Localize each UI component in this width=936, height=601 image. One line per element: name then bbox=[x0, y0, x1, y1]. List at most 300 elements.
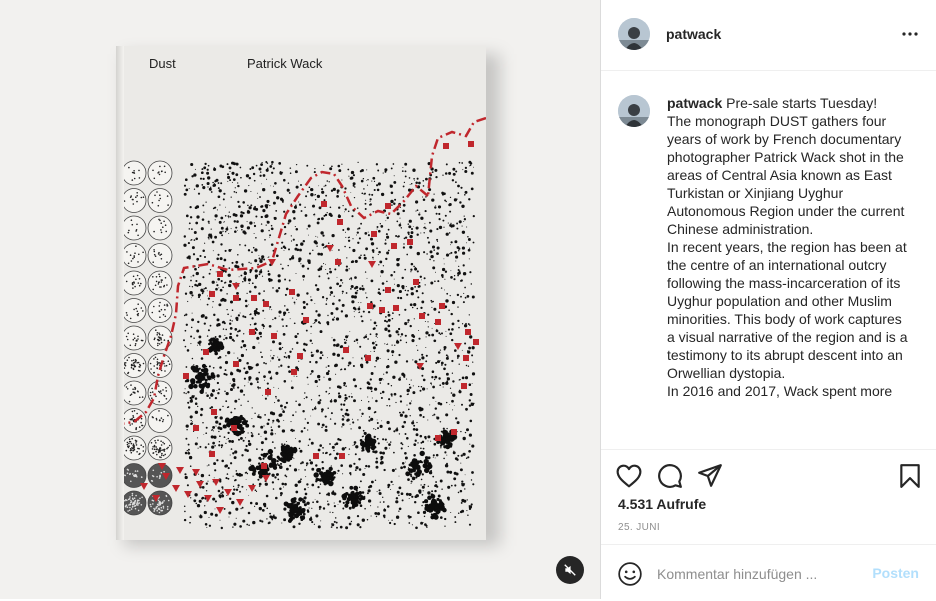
texture-dot bbox=[370, 505, 371, 506]
texture-dot bbox=[228, 267, 230, 269]
texture-dot bbox=[451, 485, 453, 487]
sample-circle-dot bbox=[162, 442, 164, 444]
texture-dot bbox=[319, 492, 321, 494]
texture-dot bbox=[441, 364, 443, 366]
texture-dot bbox=[244, 385, 245, 386]
texture-blob-dot bbox=[262, 458, 264, 460]
texture-dot bbox=[376, 184, 378, 186]
texture-dot bbox=[395, 500, 398, 503]
texture-dot bbox=[422, 441, 424, 443]
sample-circle-dot bbox=[133, 256, 135, 258]
sample-circle-dot bbox=[164, 304, 166, 306]
caption-username[interactable]: patwack bbox=[667, 95, 723, 111]
texture-dot bbox=[185, 438, 187, 440]
texture-dot bbox=[364, 254, 366, 256]
texture-dot bbox=[297, 293, 300, 296]
texture-dot bbox=[280, 405, 283, 408]
texture-dot bbox=[199, 515, 202, 518]
texture-dot bbox=[287, 222, 289, 224]
texture-dot bbox=[293, 239, 295, 241]
sample-circle-dot bbox=[141, 418, 143, 420]
save-button[interactable] bbox=[896, 462, 924, 490]
texture-dot bbox=[457, 192, 459, 194]
texture-dot bbox=[248, 443, 251, 446]
sample-circle-dot bbox=[136, 440, 138, 442]
texture-blob-dot bbox=[227, 432, 229, 434]
texture-blob-dot bbox=[192, 367, 197, 372]
texture-dot bbox=[327, 212, 328, 213]
texture-dot bbox=[454, 484, 456, 486]
sample-circle-dot bbox=[153, 470, 155, 472]
texture-dot bbox=[334, 502, 335, 503]
texture-dot bbox=[457, 275, 459, 277]
texture-dot bbox=[219, 221, 222, 224]
texture-dot bbox=[216, 459, 218, 461]
texture-dot bbox=[408, 223, 410, 225]
texture-dot bbox=[325, 416, 327, 418]
texture-dot bbox=[347, 169, 349, 171]
sample-circle-dot bbox=[150, 363, 152, 365]
sample-circle-dot bbox=[163, 395, 165, 397]
sample-circle-dot bbox=[157, 368, 159, 370]
texture-dot bbox=[328, 243, 329, 244]
texture-blob-dot bbox=[438, 502, 442, 506]
comment-button[interactable] bbox=[656, 462, 684, 490]
texture-dot bbox=[259, 485, 261, 487]
texture-dot bbox=[421, 375, 423, 377]
texture-dot bbox=[197, 342, 199, 344]
texture-dot bbox=[198, 193, 200, 195]
texture-dot bbox=[365, 208, 367, 210]
texture-dot bbox=[317, 313, 320, 316]
texture-blob-dot bbox=[319, 471, 323, 475]
views-count[interactable]: 4.531 Aufrufe bbox=[618, 496, 707, 512]
texture-dot bbox=[298, 480, 301, 483]
location-marker bbox=[183, 373, 189, 379]
texture-dot bbox=[464, 194, 466, 196]
texture-dot bbox=[289, 351, 291, 353]
texture-dot bbox=[295, 438, 296, 439]
texture-dot bbox=[269, 205, 270, 206]
texture-dot bbox=[423, 522, 424, 523]
texture-dot bbox=[366, 334, 367, 335]
sample-circle-dot bbox=[138, 500, 140, 502]
texture-blob-dot bbox=[212, 337, 215, 340]
texture-dot bbox=[453, 451, 456, 454]
texture-dot bbox=[390, 185, 393, 188]
texture-dot bbox=[450, 241, 452, 243]
sample-circle-dot bbox=[167, 508, 169, 510]
texture-dot bbox=[393, 163, 395, 165]
more-options-button[interactable] bbox=[898, 24, 922, 44]
texture-dot bbox=[322, 452, 324, 454]
texture-dot bbox=[445, 331, 446, 332]
texture-dot bbox=[423, 198, 426, 201]
texture-dot bbox=[293, 458, 294, 459]
texture-dot bbox=[466, 226, 467, 227]
sample-circle-dot bbox=[138, 170, 140, 172]
texture-dot bbox=[383, 469, 385, 471]
sample-circle-dot bbox=[158, 332, 160, 334]
texture-dot bbox=[257, 415, 260, 418]
texture-dot bbox=[422, 486, 425, 489]
sample-circle-dot bbox=[129, 507, 131, 509]
emoji-button[interactable] bbox=[617, 561, 643, 587]
sample-circle-dot bbox=[161, 417, 163, 419]
texture-dot bbox=[298, 181, 299, 182]
texture-dot bbox=[405, 457, 408, 460]
texture-blob-dot bbox=[353, 486, 358, 491]
caption-avatar[interactable] bbox=[618, 95, 650, 127]
texture-dot bbox=[267, 383, 269, 385]
texture-dot bbox=[303, 306, 306, 309]
mute-button[interactable] bbox=[556, 556, 584, 584]
texture-dot bbox=[450, 295, 451, 296]
texture-dot bbox=[186, 215, 189, 218]
texture-dot bbox=[336, 317, 339, 320]
sample-circle-dot bbox=[156, 446, 158, 448]
texture-dot bbox=[196, 215, 199, 218]
texture-dot bbox=[208, 329, 210, 331]
texture-dot bbox=[353, 357, 354, 358]
texture-dot bbox=[314, 319, 317, 322]
texture-dot bbox=[271, 474, 274, 477]
sample-circle-dot bbox=[152, 475, 154, 477]
texture-dot bbox=[403, 243, 404, 244]
texture-dot bbox=[461, 454, 463, 456]
texture-dot bbox=[247, 401, 248, 402]
texture-blob-dot bbox=[252, 472, 256, 476]
post-actions bbox=[601, 449, 936, 600]
texture-dot bbox=[429, 404, 430, 405]
texture-dot bbox=[458, 250, 459, 251]
texture-dot bbox=[345, 526, 348, 529]
texture-dot bbox=[413, 266, 415, 268]
texture-dot bbox=[262, 324, 265, 327]
texture-blob-dot bbox=[349, 486, 353, 490]
sample-circle-dot bbox=[158, 274, 160, 276]
texture-dot bbox=[225, 361, 228, 364]
texture-dot bbox=[230, 319, 232, 321]
texture-dot bbox=[258, 343, 259, 344]
location-marker bbox=[217, 271, 223, 277]
sample-circle-dot bbox=[139, 285, 141, 287]
texture-dot bbox=[413, 443, 416, 446]
texture-dot bbox=[400, 414, 403, 417]
texture-dot bbox=[434, 485, 436, 487]
texture-dot bbox=[460, 463, 461, 464]
texture-dot bbox=[411, 380, 412, 381]
texture-dot bbox=[414, 180, 415, 181]
share-button[interactable] bbox=[696, 462, 724, 490]
texture-dot bbox=[355, 469, 357, 471]
texture-dot bbox=[281, 523, 282, 524]
texture-dot bbox=[222, 406, 223, 407]
texture-dot bbox=[424, 484, 426, 486]
texture-dot bbox=[380, 425, 383, 428]
texture-dot bbox=[254, 413, 255, 414]
texture-dot bbox=[386, 236, 389, 239]
texture-dot bbox=[239, 525, 242, 528]
texture-dot bbox=[347, 516, 350, 519]
texture-dot bbox=[197, 437, 198, 438]
texture-dot bbox=[317, 486, 319, 488]
texture-dot bbox=[421, 354, 423, 356]
texture-dot bbox=[357, 228, 358, 229]
texture-dot bbox=[220, 492, 222, 494]
texture-dot bbox=[261, 441, 264, 444]
texture-dot bbox=[337, 192, 339, 194]
texture-dot bbox=[403, 376, 405, 378]
like-button[interactable] bbox=[615, 462, 643, 490]
texture-dot bbox=[471, 346, 474, 349]
texture-dot bbox=[289, 192, 291, 194]
texture-dot bbox=[374, 366, 375, 367]
avatar[interactable] bbox=[618, 18, 650, 50]
texture-dot bbox=[305, 214, 308, 217]
texture-dot bbox=[344, 342, 347, 345]
texture-dot bbox=[191, 327, 193, 329]
sample-circle-dot bbox=[131, 360, 133, 362]
paper-plane-icon bbox=[697, 463, 723, 489]
sample-circle-dot bbox=[138, 510, 140, 512]
texture-dot bbox=[210, 237, 212, 239]
texture-dot bbox=[426, 253, 427, 254]
texture-dot bbox=[317, 221, 320, 224]
texture-dot bbox=[275, 210, 277, 212]
sample-circle-dot bbox=[151, 388, 153, 390]
texture-dot bbox=[254, 225, 256, 227]
texture-dot bbox=[369, 194, 371, 196]
texture-dot bbox=[461, 279, 463, 281]
sample-circle-dot bbox=[165, 316, 167, 318]
texture-dot bbox=[433, 339, 436, 342]
texture-dot bbox=[394, 279, 395, 280]
texture-dot bbox=[469, 524, 471, 526]
texture-dot bbox=[248, 495, 249, 496]
location-marker bbox=[339, 453, 345, 459]
texture-dot bbox=[447, 486, 450, 489]
texture-dot bbox=[394, 345, 395, 346]
sample-circles-column bbox=[122, 161, 172, 515]
sample-circle-dot bbox=[159, 512, 161, 514]
texture-dot bbox=[191, 318, 194, 321]
texture-dot bbox=[239, 276, 240, 277]
texture-dot bbox=[423, 180, 425, 182]
sample-circle-dot bbox=[169, 445, 171, 447]
texture-dot bbox=[454, 521, 456, 523]
texture-dot bbox=[256, 329, 258, 331]
texture-dot bbox=[418, 182, 421, 185]
texture-dot bbox=[265, 483, 268, 486]
texture-dot bbox=[314, 322, 315, 323]
texture-dot bbox=[230, 454, 231, 455]
texture-dot bbox=[403, 185, 405, 187]
texture-dot bbox=[322, 354, 324, 356]
sample-circle-dot bbox=[164, 166, 166, 168]
texture-dot bbox=[358, 426, 361, 429]
texture-dot bbox=[405, 175, 407, 177]
texture-dot bbox=[370, 203, 372, 205]
texture-blob-dot bbox=[288, 519, 292, 523]
sample-circle-dot bbox=[163, 455, 165, 457]
texture-dot bbox=[306, 502, 309, 505]
texture-dot bbox=[351, 396, 353, 398]
texture-dot bbox=[257, 386, 259, 388]
texture-dot bbox=[325, 391, 327, 393]
location-triangle bbox=[184, 491, 192, 498]
texture-dot bbox=[394, 199, 396, 201]
texture-blob-dot bbox=[297, 513, 301, 517]
texture-dot bbox=[441, 274, 444, 277]
texture-dot bbox=[317, 195, 320, 198]
texture-dot bbox=[207, 290, 208, 291]
texture-dot bbox=[446, 428, 447, 429]
texture-dot bbox=[409, 498, 410, 499]
texture-dot bbox=[227, 473, 229, 475]
sample-circle-dot bbox=[152, 276, 154, 278]
texture-dot bbox=[225, 228, 228, 231]
sample-circle-dot bbox=[136, 201, 138, 203]
texture-dot bbox=[251, 317, 253, 319]
texture-dot bbox=[425, 347, 426, 348]
texture-dot bbox=[229, 179, 231, 181]
texture-dot bbox=[251, 251, 253, 253]
comment-input[interactable] bbox=[657, 563, 857, 585]
texture-dot bbox=[388, 334, 391, 337]
texture-dot bbox=[247, 473, 248, 474]
texture-dot bbox=[231, 384, 234, 387]
texture-dot bbox=[261, 258, 263, 260]
texture-dot bbox=[432, 245, 435, 248]
texture-dot bbox=[314, 524, 315, 525]
sample-circle-dot bbox=[136, 224, 138, 226]
texture-blob-dot bbox=[323, 472, 327, 476]
texture-blob-dot bbox=[202, 364, 206, 368]
texture-dot bbox=[219, 231, 222, 234]
texture-dot bbox=[205, 523, 208, 526]
location-marker bbox=[209, 451, 215, 457]
texture-dot bbox=[391, 167, 393, 169]
texture-dot bbox=[445, 382, 448, 385]
sample-circle-dot bbox=[138, 448, 140, 450]
texture-dot bbox=[294, 468, 297, 471]
texture-dot bbox=[367, 386, 370, 389]
texture-dot bbox=[356, 339, 359, 342]
sample-circle-dot bbox=[129, 424, 131, 426]
texture-dot bbox=[420, 307, 422, 309]
texture-dot bbox=[283, 211, 285, 213]
texture-dot bbox=[329, 387, 330, 388]
post-date[interactable]: 25. JUNI bbox=[618, 522, 661, 533]
texture-dot bbox=[314, 168, 315, 169]
texture-dot bbox=[231, 262, 233, 264]
texture-blob-dot bbox=[218, 344, 221, 347]
texture-dot bbox=[418, 386, 419, 387]
texture-dot bbox=[344, 400, 346, 402]
texture-dot bbox=[435, 481, 437, 483]
texture-dot bbox=[193, 338, 194, 339]
texture-dot bbox=[373, 346, 376, 349]
texture-dot bbox=[265, 363, 267, 365]
avatar-image bbox=[618, 95, 650, 127]
texture-dot bbox=[207, 304, 209, 306]
texture-dot bbox=[388, 229, 390, 231]
sample-circle-dot bbox=[159, 194, 161, 196]
texture-dot bbox=[258, 264, 259, 265]
texture-dot bbox=[359, 487, 360, 488]
texture-dot bbox=[469, 258, 470, 259]
texture-dot bbox=[411, 263, 414, 266]
texture-dot bbox=[407, 290, 409, 292]
texture-dot bbox=[241, 454, 243, 456]
texture-dot bbox=[455, 170, 457, 172]
texture-dot bbox=[460, 468, 463, 471]
texture-dot bbox=[379, 489, 381, 491]
texture-dot bbox=[469, 335, 472, 338]
texture-dot bbox=[436, 228, 438, 230]
texture-dot bbox=[215, 288, 218, 291]
post-comment-button[interactable]: Posten bbox=[872, 565, 919, 581]
texture-dot bbox=[259, 196, 261, 198]
texture-dot bbox=[332, 337, 333, 338]
texture-dot bbox=[370, 238, 373, 241]
texture-dot bbox=[313, 354, 314, 355]
texture-dot bbox=[234, 450, 237, 453]
sample-circle-dot bbox=[164, 454, 166, 456]
texture-dot bbox=[423, 251, 425, 253]
texture-blob-dot bbox=[360, 441, 365, 446]
texture-dot bbox=[401, 447, 403, 449]
texture-dot bbox=[435, 176, 437, 178]
texture-dot bbox=[415, 440, 417, 442]
texture-dot bbox=[223, 339, 225, 341]
location-marker bbox=[249, 329, 255, 335]
texture-dot bbox=[433, 457, 434, 458]
sample-circle-dot bbox=[137, 500, 139, 502]
sample-circle-dot bbox=[141, 504, 143, 506]
texture-dot bbox=[370, 319, 371, 320]
texture-dot bbox=[295, 170, 298, 173]
texture-dot bbox=[360, 302, 361, 303]
texture-dot bbox=[384, 242, 386, 244]
sample-circle-dot bbox=[159, 305, 161, 307]
texture-dot bbox=[374, 351, 375, 352]
texture-dot bbox=[243, 367, 245, 369]
smiley-icon bbox=[617, 561, 643, 587]
texture-dot bbox=[273, 167, 275, 169]
location-marker bbox=[289, 289, 295, 295]
texture-dot bbox=[346, 266, 348, 268]
sample-circle-dot bbox=[127, 388, 129, 390]
texture-dot bbox=[272, 319, 273, 320]
sample-circle-dot bbox=[160, 502, 162, 504]
texture-dot bbox=[192, 421, 193, 422]
texture-dot bbox=[248, 379, 250, 381]
texture-dot bbox=[246, 174, 249, 177]
sample-circle-dot bbox=[164, 370, 166, 372]
texture-dot bbox=[402, 425, 405, 428]
texture-blob-dot bbox=[210, 340, 212, 342]
texture-dot bbox=[470, 393, 473, 396]
texture-dot bbox=[349, 507, 352, 510]
sample-circle-dot bbox=[127, 339, 129, 341]
sample-circle-dot bbox=[137, 338, 139, 340]
header-username[interactable]: patwack bbox=[666, 26, 722, 42]
texture-dot bbox=[195, 238, 198, 241]
texture-dot bbox=[233, 162, 236, 165]
texture-dot bbox=[308, 384, 309, 385]
